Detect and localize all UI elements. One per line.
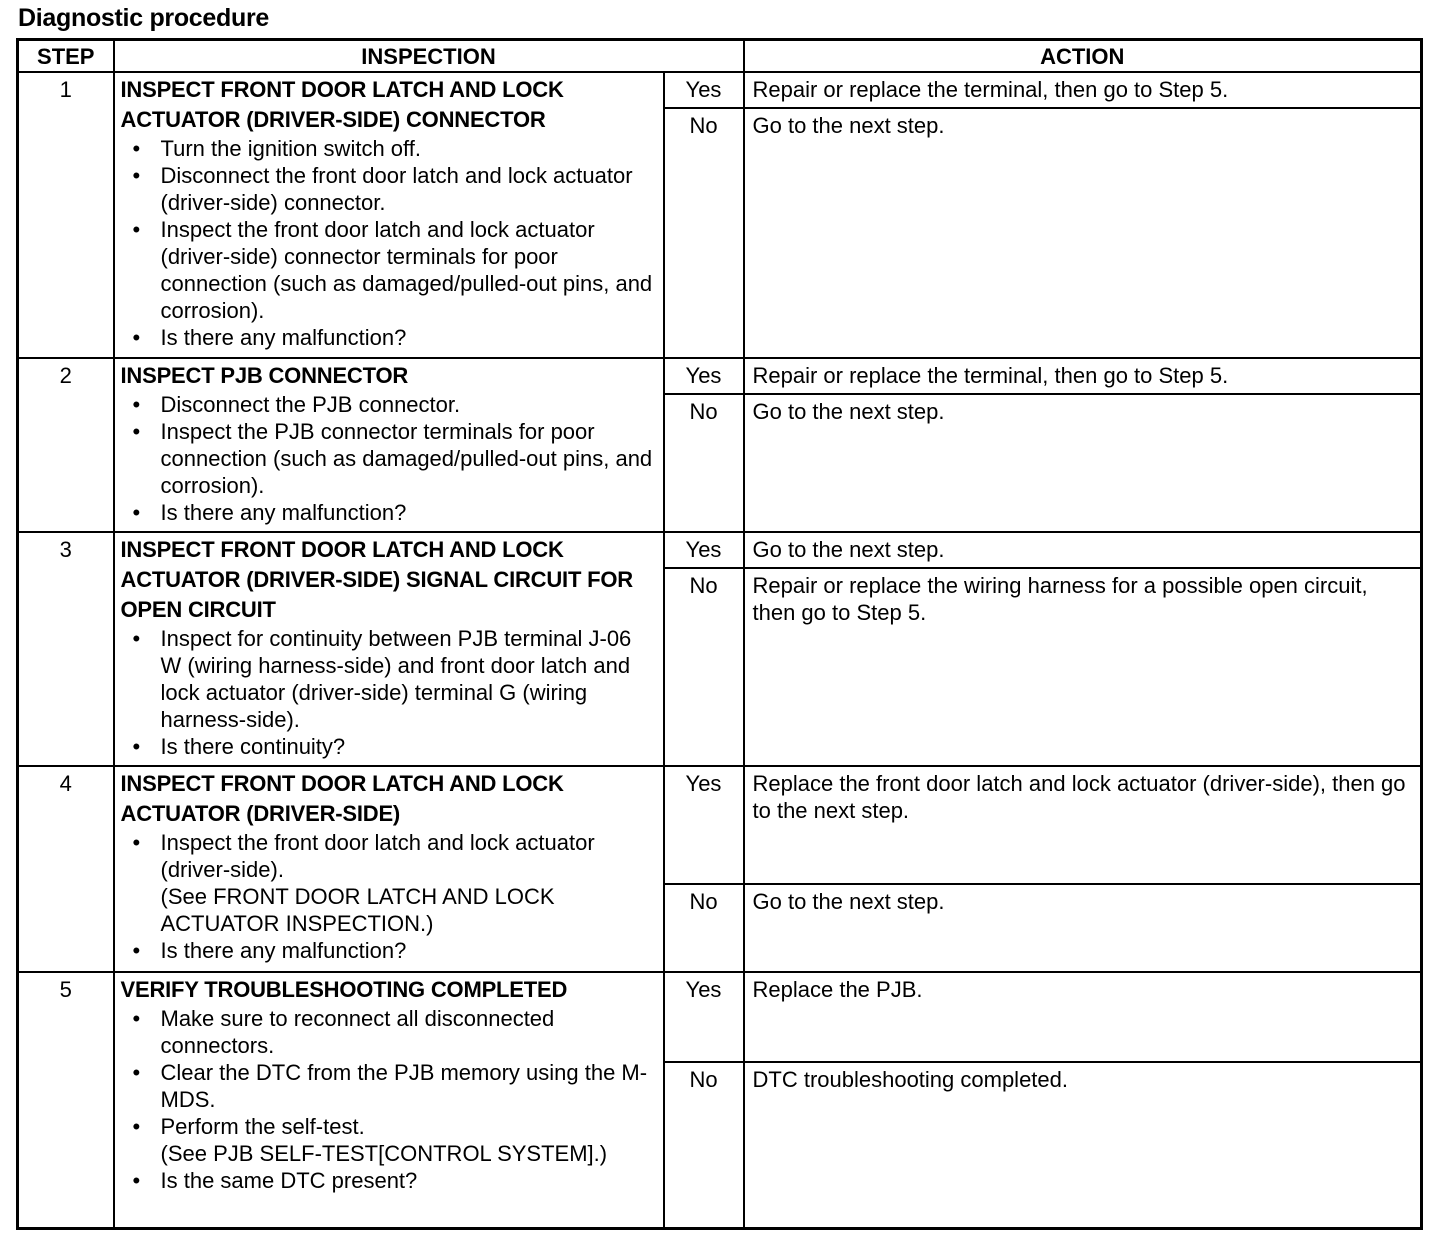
inspection-cell (114, 766, 664, 972)
bullet-item: • Is there any malfunction? (132, 938, 407, 964)
bullet-item: • Is there continuity? (132, 734, 346, 760)
inspection-bullets (121, 625, 657, 760)
table-row (18, 358, 1422, 394)
bullet-icon: • (132, 734, 141, 760)
table-header-row (18, 40, 1422, 73)
yes-label: Yes (664, 972, 744, 1062)
inspection-title: VERIFY TROUBLESHOOTING COMPLETED (120, 977, 568, 1003)
bullet-item: • Perform the self-test. (132, 1114, 365, 1140)
header-action: ACTION (744, 40, 1422, 73)
table-row (18, 972, 1422, 1062)
no-action: Repair or replace the wiring harness for a possible open circuit, then go to Step 5. (744, 568, 1422, 766)
bullet-icon: • (132, 392, 141, 418)
inspection-bullets (121, 135, 657, 351)
bullet-item: • Is there any malfunction? (132, 500, 407, 526)
yes-label: Yes (664, 532, 744, 568)
bullet-item: • Inspect the front door latch and lock actuator (driver-side) connector terminals for poor connection (such as damaged/pulled-out pins, and corrosion). (132, 217, 653, 323)
inspection-title: INSPECT FRONT DOOR LATCH AND LOCK ACTUATOR (DRIVER-SIDE) SIGNAL CIRCUIT FOR OPEN CIRCUIT (120, 537, 633, 623)
yes-action: Repair or replace the terminal, then go to Step 5. (744, 358, 1422, 394)
yes-action: Replace the PJB. (744, 972, 1422, 1062)
bullet-item: • Is there any malfunction? (132, 325, 407, 350)
bullet-icon: • (132, 419, 141, 445)
inspection-title: INSPECT FRONT DOOR LATCH AND LOCK ACTUATOR (DRIVER-SIDE) (120, 771, 564, 827)
inspection-bullets (121, 829, 657, 964)
inspection-note: (See FRONT DOOR LATCH AND LOCK ACTUATOR INSPECTION.) (160, 884, 555, 937)
bullet-item: • Disconnect the PJB connector. (132, 392, 461, 418)
no-label: No (664, 568, 744, 766)
inspection-cell (114, 532, 664, 766)
no-label: No (664, 1062, 744, 1228)
inspection-bullets (121, 391, 657, 526)
no-action: Go to the next step. (744, 108, 1422, 358)
bullet-icon: • (132, 938, 141, 964)
step-number: 2 (18, 358, 114, 532)
diagnostic-table (16, 38, 1423, 1230)
bullet-icon: • (132, 626, 141, 652)
yes-action: Replace the front door latch and lock actuator (driver-side), then go to the next step. (744, 766, 1422, 884)
table-row (18, 72, 1422, 108)
yes-action: Go to the next step. (744, 532, 1422, 568)
bullet-icon: • (132, 163, 141, 188)
bullet-item: • Inspect the PJB connector terminals for poor connection (such as damaged/pulled-out pins, and corrosion). (132, 419, 653, 499)
bullet-item: • Clear the DTC from the PJB memory using the M-MDS. (132, 1060, 648, 1113)
yes-label: Yes (664, 358, 744, 394)
table-row (18, 766, 1422, 884)
inspection-title: INSPECT PJB CONNECTOR (120, 363, 409, 389)
no-action: DTC troubleshooting completed. (744, 1062, 1422, 1228)
bullet-icon: • (132, 830, 141, 856)
bullet-icon: • (132, 1060, 141, 1086)
bullet-icon: • (132, 1168, 141, 1194)
page-title: Diagnostic procedure (18, 4, 269, 32)
bullet-icon: • (132, 500, 141, 526)
bullet-icon: • (132, 217, 141, 242)
step-number: 5 (18, 972, 114, 1228)
bullet-icon: • (132, 325, 141, 350)
no-label: No (664, 884, 744, 972)
yes-action: Repair or replace the terminal, then go to Step 5. (744, 72, 1422, 108)
step-number: 4 (18, 766, 114, 972)
inspection-cell (114, 72, 664, 358)
header-step: STEP (18, 40, 114, 73)
no-label: No (664, 394, 744, 532)
step-number: 1 (18, 72, 114, 358)
bullet-icon: • (132, 1006, 141, 1032)
bullet-icon: • (132, 136, 141, 161)
header-inspection: INSPECTION (114, 40, 744, 73)
inspection-cell (114, 972, 664, 1228)
bullet-item: • Disconnect the front door latch and lock actuator (driver-side) connector. (132, 163, 633, 215)
inspection-title: INSPECT FRONT DOOR LATCH AND LOCK ACTUATOR (DRIVER-SIDE) CONNECTOR (120, 77, 564, 132)
no-label: No (664, 108, 744, 358)
bullet-item: • Inspect for continuity between PJB terminal J-06 W (wiring harness-side) and front door latch and lock actuator (driver-side) terminal G (wiring harness-side). (132, 626, 632, 733)
bullet-item: • Is the same DTC present? (132, 1168, 418, 1194)
table-row (18, 532, 1422, 568)
inspection-cell (114, 358, 664, 532)
no-action: Go to the next step. (744, 394, 1422, 532)
bullet-item: • Turn the ignition switch off. (132, 136, 421, 161)
inspection-bullets (121, 1005, 657, 1194)
no-action: Go to the next step. (744, 884, 1422, 972)
bullet-item: • Inspect the front door latch and lock actuator (driver-side). (132, 830, 595, 883)
inspection-note: (See PJB SELF-TEST[CONTROL SYSTEM].) (160, 1141, 608, 1167)
bullet-item: • Make sure to reconnect all disconnected connectors. (132, 1006, 555, 1059)
yes-label: Yes (664, 72, 744, 108)
yes-label: Yes (664, 766, 744, 884)
bullet-icon: • (132, 1114, 141, 1140)
step-number: 3 (18, 532, 114, 766)
